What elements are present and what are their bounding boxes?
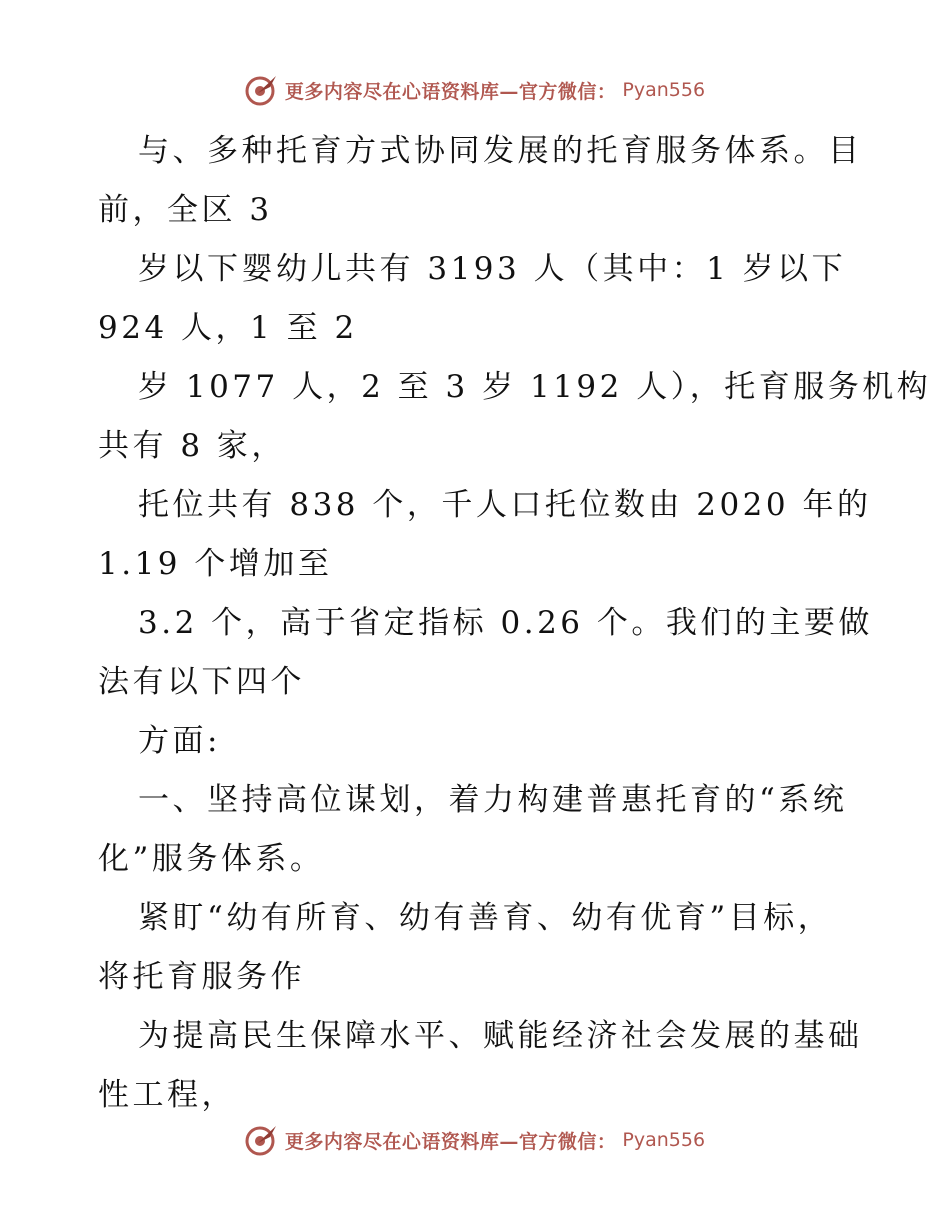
watermark-header xyxy=(0,70,950,110)
document-body xyxy=(98,122,932,1125)
body-line: 共有 8 家， xyxy=(98,428,286,464)
body-line: 1.19 个增加至 xyxy=(98,546,333,582)
body-line: 托位共有 838 个，千人口托位数由 2020 年的 xyxy=(138,487,872,523)
quill-logo-icon xyxy=(245,73,279,107)
body-line: 为提高民生保障水平、赋能经济社会发展的基础 xyxy=(138,1018,863,1054)
body-line: 将托育服务作 xyxy=(98,959,305,995)
body-line: 紧盯“幼有所育、幼有善育、幼有优育”目标， xyxy=(138,900,833,936)
body-line: 岁以下婴幼儿共有 3193 人（其中：1 岁以下 xyxy=(138,251,847,287)
body-line: 性工程， xyxy=(98,1077,236,1113)
section-heading-line: 化”服务体系。 xyxy=(98,841,325,877)
body-line: 3.2 个，高于省定指标 0.26 个。我们的主要做 xyxy=(138,605,873,641)
section-heading-line: 一、坚持高位谋划，着力构建普惠托育的“系统 xyxy=(138,782,848,818)
watermark-text: 更多内容尽在心语资料库—官方微信： xyxy=(284,1130,617,1153)
body-line: 岁 1077 人，2 至 3 岁 1192 人），托育服务机构 xyxy=(138,369,932,405)
body-line: 前，全区 3 xyxy=(98,192,273,228)
watermark-footer xyxy=(0,1120,950,1160)
body-line: 与、多种托育方式协同发展的托育服务体系。目 xyxy=(138,133,863,169)
watermark-wechat-id: Pyan556 xyxy=(622,1129,706,1151)
body-line: 方面: xyxy=(138,723,221,759)
quill-logo-icon xyxy=(245,1123,279,1157)
watermark-wechat-id: Pyan556 xyxy=(622,79,706,101)
watermark-text: 更多内容尽在心语资料库—官方微信： xyxy=(284,80,617,103)
body-line: 法有以下四个 xyxy=(98,664,305,700)
body-line: 924 人，1 至 2 xyxy=(98,310,358,346)
